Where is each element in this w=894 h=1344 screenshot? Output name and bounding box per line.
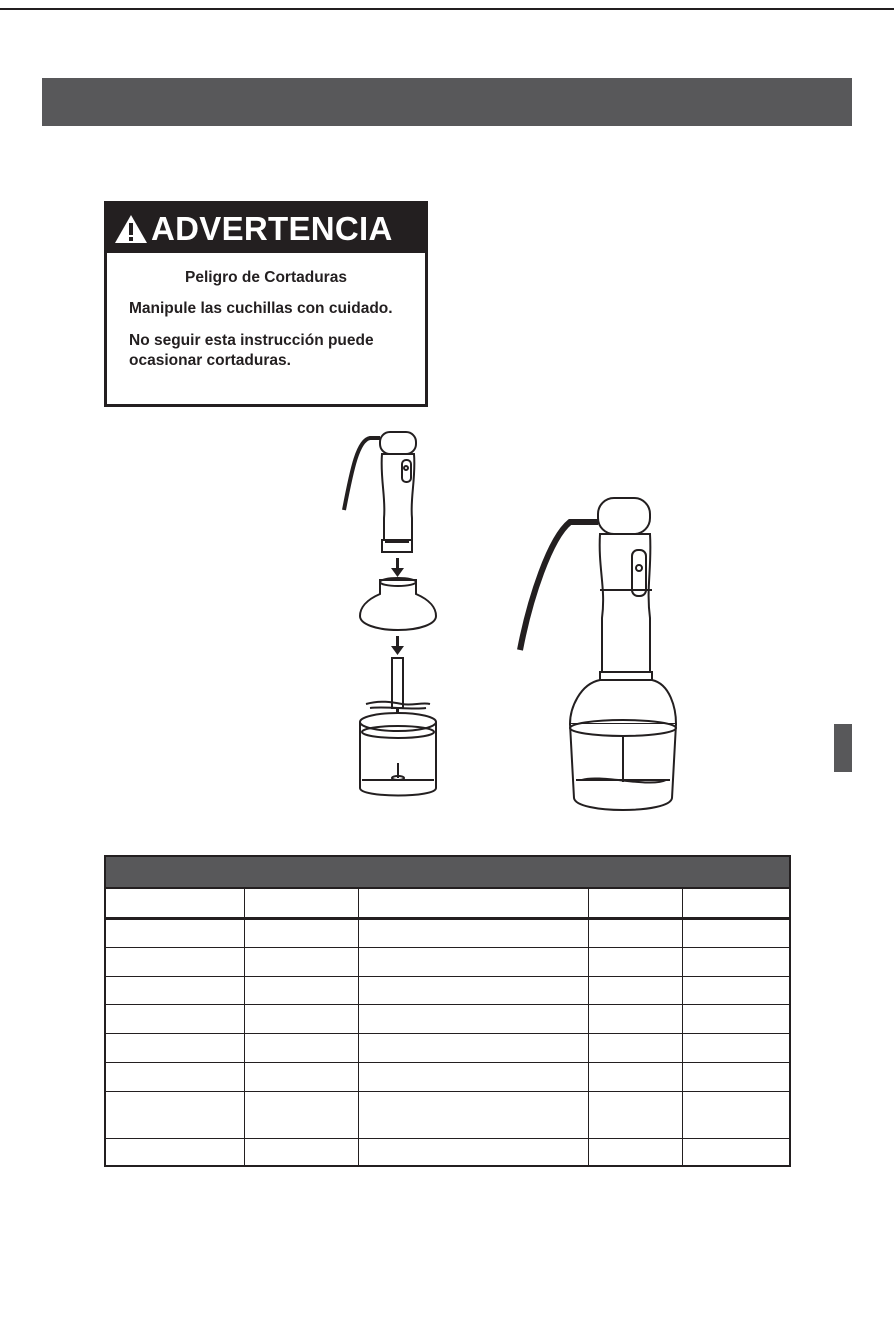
table-cell: [359, 1063, 589, 1091]
table-cell: [589, 1139, 683, 1165]
table-cell: [245, 1005, 359, 1033]
table-cell: [245, 920, 359, 947]
exploded-assembly: [344, 432, 436, 796]
table-cell: [245, 1092, 359, 1138]
table-cell: [245, 977, 359, 1004]
table-cell: [106, 889, 245, 917]
table-cell: [106, 1092, 245, 1138]
warning-line-2: No seguir esta instrucción puede ocasionar cortaduras.: [129, 332, 374, 369]
section-header-band: [42, 78, 852, 126]
table-cell: [589, 1063, 683, 1091]
table-cell: [245, 1139, 359, 1165]
table-cell: [683, 889, 789, 917]
table-row: [106, 977, 789, 1005]
table-cell: [683, 920, 789, 947]
table-cell: [589, 1005, 683, 1033]
warning-box: [104, 201, 428, 407]
table-cell: [359, 889, 589, 917]
table-cell: [683, 948, 789, 976]
table-row: [106, 948, 789, 977]
table-cell: [359, 977, 589, 1004]
table-cell: [245, 889, 359, 917]
table-header-row: [106, 889, 789, 920]
table-cell: [106, 920, 245, 947]
table-cell: [683, 1092, 789, 1138]
table-cell: [245, 1063, 359, 1091]
top-rule: [0, 8, 894, 10]
table-cell: [683, 977, 789, 1004]
table-row: [106, 1063, 789, 1092]
warning-triangle-icon: [113, 213, 149, 245]
table-cell: [359, 1092, 589, 1138]
table-cell: [106, 948, 245, 976]
warning-header: [107, 204, 425, 253]
table-cell: [589, 977, 683, 1004]
table-cell: [359, 1139, 589, 1165]
table-cell: [683, 1005, 789, 1033]
assembled-blender: [520, 498, 676, 810]
table-cell: [589, 1034, 683, 1062]
table-cell: [589, 948, 683, 976]
warning-subtitle: Peligro de Cortaduras: [185, 269, 347, 286]
hand-blender-illustration: [330, 418, 690, 828]
table-row: [106, 1092, 789, 1139]
side-section-tab: [834, 724, 852, 772]
table-row: [106, 1034, 789, 1063]
table-cell: [245, 948, 359, 976]
table-cell: [683, 1063, 789, 1091]
warning-title: ADVERTENCIA: [151, 210, 393, 247]
table-row: [106, 1139, 789, 1165]
table-cell: [589, 1092, 683, 1138]
table-cell: [683, 1139, 789, 1165]
table-cell: [106, 1005, 245, 1033]
table-cell: [589, 889, 683, 917]
table-cell: [245, 1034, 359, 1062]
table-cell: [106, 1139, 245, 1165]
table-cell: [106, 1034, 245, 1062]
table-cell: [106, 1063, 245, 1091]
data-table: [104, 855, 791, 1167]
table-cell: [359, 948, 589, 976]
table-cell: [359, 1005, 589, 1033]
warning-line-1: Manipule las cuchillas con cuidado.: [129, 300, 393, 317]
table-row: [106, 1005, 789, 1034]
table-cell: [683, 1034, 789, 1062]
table-row: [106, 920, 789, 948]
table-cell: [589, 920, 683, 947]
table-title-bar: [106, 857, 789, 889]
table-cell: [359, 1034, 589, 1062]
table-cell: [106, 977, 245, 1004]
table-cell: [359, 920, 589, 947]
